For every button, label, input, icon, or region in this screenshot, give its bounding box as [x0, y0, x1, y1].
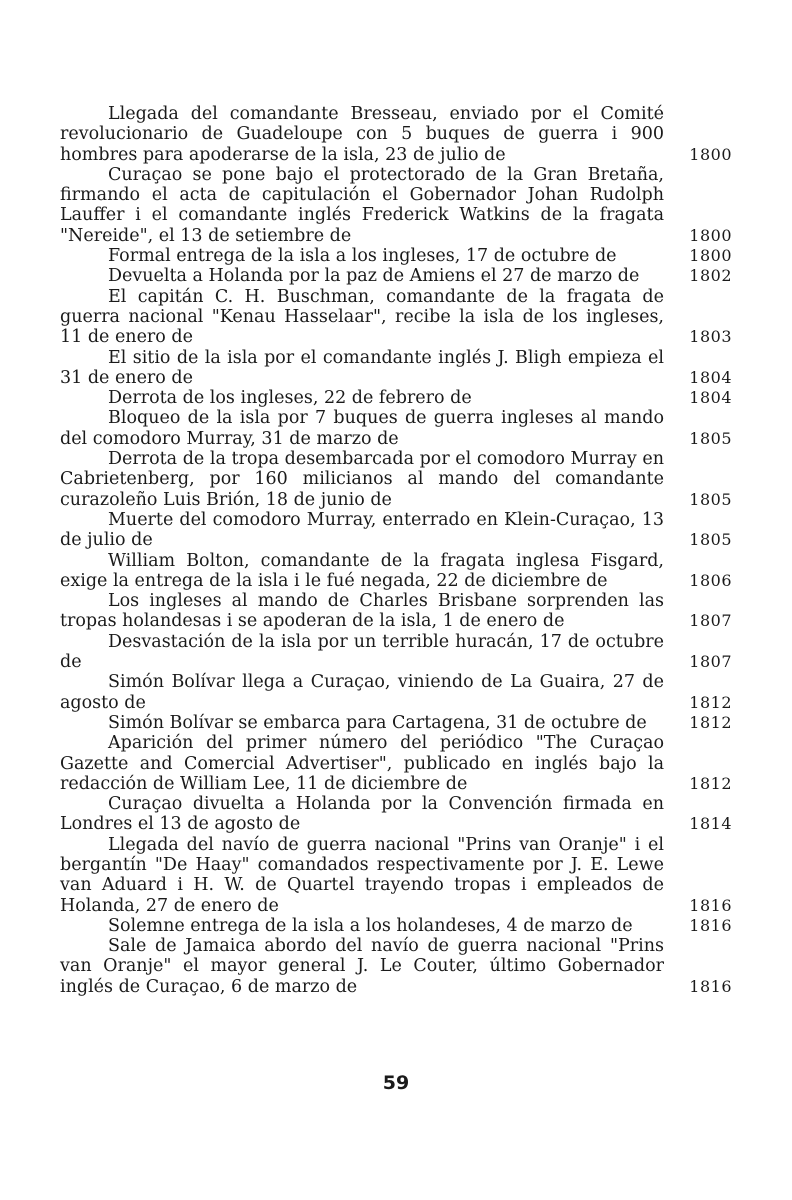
entry-text: Simón Bolívar se embarca para Cartagena, 31 de octubre de	[108, 712, 647, 733]
entry-year: 1800	[689, 246, 732, 266]
entry-year: 1805	[689, 428, 732, 448]
entry-text: El capitán C. H. Buschman, comandante de la fragata de guerra nacional "Kenau Hasselaar", recibe la isla de los ingleses, 11 de enero de	[60, 286, 664, 348]
chronology-entry	[60, 713, 732, 733]
chronology-entry	[60, 733, 732, 794]
entry-year: 1804	[689, 388, 732, 408]
entry-text: Derrota de los ingleses, 22 de febrero de	[108, 388, 472, 409]
entry-text: Aparición del primer número del periódico "The Curaçao Gazette and Comercial Advertiser", publicado en inglés bajo la redacción de William Lee, 11 de diciembre de	[60, 733, 664, 794]
entry-year: 1800	[689, 225, 732, 245]
chronology-entry	[60, 794, 732, 835]
chronology-entry	[60, 551, 732, 592]
entry-year: 1802	[689, 266, 732, 286]
chronology-entry	[60, 246, 732, 266]
entry-year: 1804	[689, 367, 732, 387]
entry-year: 1812	[689, 692, 732, 712]
chronology-entry	[60, 936, 732, 997]
entry-year: 1812	[689, 712, 732, 732]
chronology-entry	[60, 287, 732, 348]
entry-text: Derrota de la tropa desembarcada por el comodoro Murray en Cabrietenberg, por 160 milicianos al mando del comandante curazoleño Luis Brión, 18 de junio de	[60, 449, 664, 510]
entry-year: 1805	[689, 530, 732, 550]
chronology-entry	[60, 348, 732, 389]
entry-text: Solemne entrega de la isla a los holandeses, 4 de marzo de	[108, 915, 633, 936]
entry-year: 1816	[689, 976, 732, 996]
entry-year: 1816	[689, 915, 732, 935]
entry-year: 1806	[689, 570, 732, 590]
entry-text: Formal entrega de la isla a los ingleses, 17 de octubre de	[108, 246, 617, 267]
chronology-entry	[60, 672, 732, 713]
chronology-entry	[60, 266, 732, 286]
chronology-entry	[60, 165, 732, 246]
entry-year: 1807	[689, 611, 732, 631]
entry-text: Bloqueo de la isla por 7 buques de guerra ingleses al mando del comodoro Murray, 31 de marzo de	[60, 408, 664, 449]
entry-year: 1805	[689, 489, 732, 509]
chronology-entry	[60, 835, 732, 916]
chronology-entry	[60, 408, 732, 449]
chronology-entry	[60, 104, 732, 165]
entry-text: Muerte del comodoro Murray, enterrado en Klein-Curaçao, 13 de julio de	[60, 509, 664, 551]
entry-text: Llegada del comandante Bresseau, enviado por el Comité revolucionario de Guadeloupe con 5 buques de guerra i 900 hombres para apoderarse de la isla, 23 de julio de	[60, 104, 664, 165]
chronology-list	[60, 104, 732, 997]
chronology-entry	[60, 388, 732, 408]
entry-text: Devuelta a Holanda por la paz de Amiens el 27 de marzo de	[108, 266, 640, 287]
chronology-entry	[60, 916, 732, 936]
entry-text: Desvastación de la isla por un terrible huracán, 17 de octubre de	[60, 631, 664, 673]
entry-year: 1812	[689, 773, 732, 793]
entry-text: Sale de Jamaica abordo del navío de guerra nacional "Prins van Oranje" el mayor general J. Le Couter, último Gobernador inglés de Curaçao, 6 de marzo de	[60, 936, 664, 997]
entry-year: 1800	[689, 144, 732, 164]
chronology-entry	[60, 510, 732, 551]
entry-text: El sitio de la isla por el comandante inglés J. Bligh empieza el 31 de enero de	[60, 347, 664, 388]
chronology-entry	[60, 632, 732, 673]
entry-text: Curaçao se pone bajo el protectorado de la Gran Bretaña, firmando el acta de capitulación el Gobernador Johan Rudolph Lauffer i el comandante inglés Frederick Watkins de la fragata "Nereide", el 13 de setiembre de	[60, 164, 664, 246]
page-number: 59	[382, 1072, 410, 1094]
entry-year: 1814	[689, 814, 732, 834]
entry-year: 1816	[689, 895, 732, 915]
chronology-entry	[60, 591, 732, 632]
entry-text: Llegada del navío de guerra nacional "Prins van Oranje" i el bergantín "De Haay" comandados respectivamente por J. E. Lewe van Aduard i H. W. de Quartel trayendo tropas i empleados de Holanda, 27 de enero de	[60, 834, 664, 916]
entry-text: Simón Bolívar llega a Curaçao, viniendo de La Guaira, 27 de agosto de	[60, 672, 664, 713]
entry-text: Los ingleses al mando de Charles Brisbane sorprenden las tropas holandesas i se apoderan de la isla, 1 de enero de	[60, 591, 664, 632]
entry-text: William Bolton, comandante de la fragata inglesa Fisgard, exige la entrega de la isla i le fué negada, 22 de diciembre de	[60, 550, 664, 591]
entry-year: 1807	[689, 652, 732, 672]
chronology-entry	[60, 449, 732, 510]
entry-text: Curaçao divuelta a Holanda por la Convención firmada en Londres el 13 de agosto de	[60, 794, 664, 835]
entry-year: 1803	[689, 327, 732, 347]
